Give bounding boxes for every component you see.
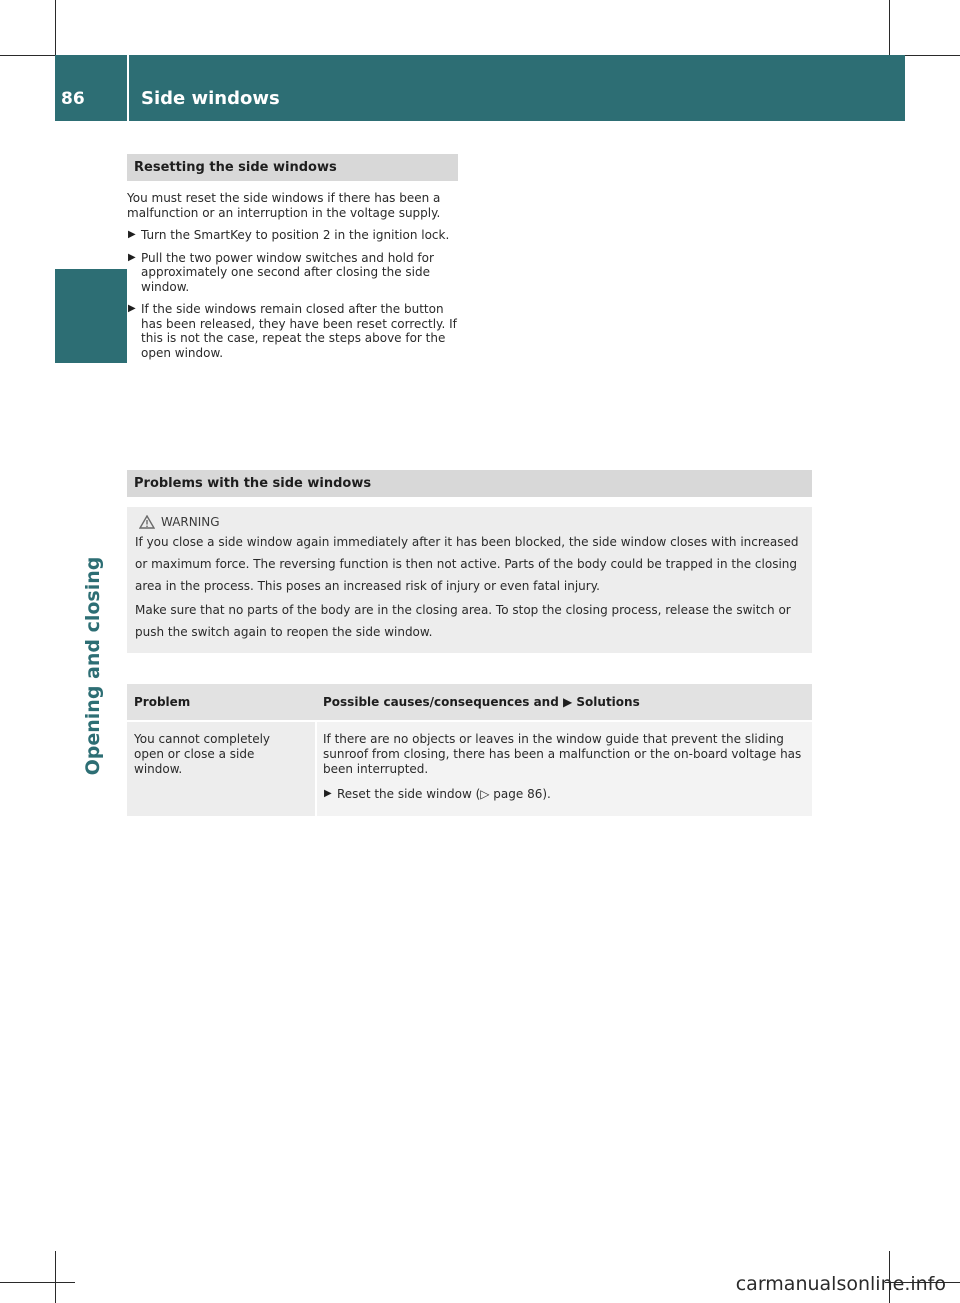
warning-text: If you close a side window again immediately after it has been blocked, the side window closes with increased or maximum force. The reversing function is then not active. Parts of the body could be trapped in the closing area in the process. This poses an increased risk of injury or even fatal injury. bbox=[135, 535, 799, 593]
resetting-heading: Resetting the side windows bbox=[127, 154, 458, 181]
step-arrow-icon: ▶ bbox=[128, 251, 136, 263]
cause-text: If there are no objects or leaves in the window guide that prevent the sliding sunroof from closing, there has been a malfunction or the on-board voltage has been interrupted. bbox=[323, 732, 802, 776]
step-arrow-icon: ▶ bbox=[324, 788, 332, 799]
solution-link[interactable]: Reset the side window (▷ page 86). bbox=[337, 787, 551, 801]
chapter-side-tab bbox=[55, 121, 127, 1251]
column-header-problem: Problem bbox=[134, 695, 191, 709]
solution-step bbox=[323, 787, 804, 802]
crop-mark bbox=[55, 0, 56, 55]
table-header bbox=[127, 684, 812, 720]
watermark: carmanualsonline.info bbox=[735, 1273, 946, 1295]
step-arrow-icon: ▶ bbox=[128, 303, 136, 314]
warning-header bbox=[135, 515, 804, 529]
warning-box bbox=[127, 507, 812, 653]
resetting-step bbox=[127, 302, 458, 360]
crop-mark bbox=[55, 1251, 56, 1303]
step-text: Turn the SmartKey to position 2 in the ignition lock. bbox=[141, 228, 450, 242]
crop-mark bbox=[905, 55, 960, 56]
problem-cell: You cannot completely open or close a side window. bbox=[127, 722, 315, 816]
solution-cell bbox=[317, 722, 812, 816]
resetting-section bbox=[127, 154, 458, 360]
chapter-marker-block bbox=[55, 269, 127, 363]
problems-section bbox=[127, 470, 812, 653]
crop-mark bbox=[0, 1282, 75, 1283]
column-header-solutions: Possible causes/consequences and ▶ Solutions bbox=[323, 695, 640, 709]
problems-heading: Problems with the side windows bbox=[127, 470, 812, 497]
table-row bbox=[127, 722, 812, 816]
page-header bbox=[55, 55, 905, 121]
crop-mark bbox=[0, 55, 55, 56]
page-number: 86 bbox=[61, 89, 85, 109]
resetting-step bbox=[127, 228, 458, 243]
warning-label: WARNING bbox=[161, 515, 220, 529]
resetting-intro: You must reset the side windows if there has been a malfunction or an interruption in the voltage supply. bbox=[127, 191, 441, 220]
header-divider bbox=[127, 55, 129, 121]
warning-instruction: Make sure that no parts of the body are in the closing area. To stop the closing process, release the switch or push the switch again to reopen the side window. bbox=[135, 603, 791, 639]
step-text: If the side windows remain closed after the button has been released, they have been reset correctly. If this is not the case, repeat the steps above for the open window. bbox=[141, 302, 457, 360]
step-arrow-icon: ▶ bbox=[128, 229, 136, 240]
chapter-label: Opening and closing bbox=[82, 556, 104, 776]
warning-triangle-icon bbox=[139, 515, 155, 529]
page-title: Side windows bbox=[141, 88, 280, 109]
crop-mark bbox=[889, 0, 890, 55]
step-text: Pull the two power window switches and hold for approximately one second after closing the side window. bbox=[141, 250, 434, 294]
resetting-step bbox=[127, 251, 458, 295]
problems-table bbox=[127, 684, 812, 816]
